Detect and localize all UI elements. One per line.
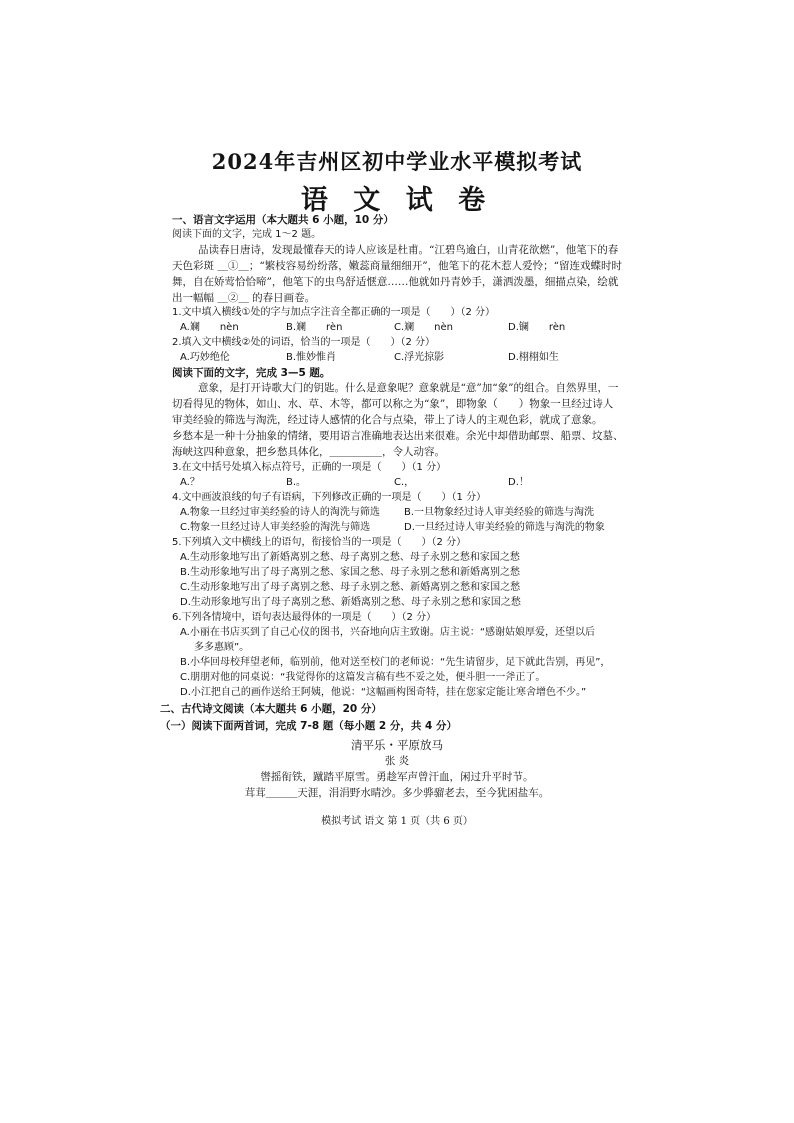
exam-title: 2024年吉州区初中学业水平模拟考试 (211, 149, 583, 174)
text-line: A.？ (180, 477, 200, 488)
exam-subtitle: 语 文 试 卷 (300, 185, 494, 216)
text-line: D.！ (508, 477, 529, 488)
text-line: 切看得见的物体，如山、水、草、木等，都可以称之为“象”，即物象（ ）物象一旦经过诗人 (172, 398, 614, 410)
text-line: C.斓 nèn (394, 322, 453, 333)
poem-line: 辔摇衔铁，蹴踏平原雪。勇趁军声曾汗血，闲过升平时节。 (260, 771, 534, 783)
text-line: B.一旦物象经过诗人审美经验的筛选与淘洗 (404, 507, 595, 518)
poem-title: 清平乐・平原放马 (351, 738, 443, 752)
text-line: 舞，自在娇莺恰恰啼”，他笔下的虫鸟舒适惬意……他就如丹青妙手，潇洒泼墨，细描点染，绘就 (172, 276, 619, 288)
text-line: A.物象一旦经过审美经验的诗人的淘洗与筛选 (180, 507, 380, 518)
text-line: A.斓 nèn (180, 322, 239, 333)
text-line: C.生动形象地写出了母子离别之愁、母子永别之愁、新婚离别之愁和家国之愁 (180, 582, 521, 593)
text-line: 出一幅幅 ＿②＿ 的春日画卷。 (172, 292, 316, 304)
text-line: 阅读下面的文字，完成 1～2 题。 (172, 229, 322, 240)
text-line: C.朋朋对他的同桌说：“我觉得你的这篇发言稿有些不妥之处，便斗胆一一斧正了。 (180, 672, 546, 683)
text-line: 一、语言文字运用（本大题共 6 小题，10 分） (172, 214, 394, 226)
text-line: 3.在文中括号处填入标点符号，正确的一项是（ ）（1 分） (172, 462, 447, 473)
text-line: 6.下列各情境中，语句表达最得体的一项是（ ）（2 分） (172, 612, 437, 623)
text-line: B.斓 rèn (286, 322, 343, 333)
text-line: 4.文中画波浪线的句子有语病，下列修改正确的一项是（ ）（1 分） (172, 492, 487, 503)
text-line: 2.填入文中横线②处的词语，恰当的一项是（ ）（2 分） (172, 337, 436, 348)
text-line: 乡愁本是一种十分抽象的情绪，要用语言准确地表达出来很难。余光中却借助邮票、船票、坟墓、 (172, 430, 624, 442)
text-line: D.一旦经过诗人审美经验的筛选与淘洗的物象 (404, 522, 605, 533)
text-line: 海峡这四种意象，把乡愁具体化，＿＿＿＿＿，令人动容。 (172, 446, 445, 458)
poem-line: 茸茸＿＿＿天涯，涓涓野水晴沙。多少骅骝老去，至今犹困盐车。 (244, 787, 550, 799)
text-line: 二、古代诗文阅读（本大题共 6 小题，20 分） (160, 703, 382, 715)
text-line: A.小丽在书店买到了自己心仪的图书，兴奋地向店主致谢。店主说：“感谢姑娘厚爱，还望以后 (180, 627, 596, 638)
text-line: 多多惠顾”。 (194, 642, 250, 653)
text-line: 1.文中填入横线①处的字与加点字注音全都正确的一项是（ ）（2 分） (172, 307, 496, 318)
text-line: （一）阅读下面两首词，完成 7-8 题（每小题 2 分，共 4 分） (160, 720, 458, 732)
text-line: B.小华回母校拜望老师，临别前，他对送至校门的老师说：“先生请留步，足下就此告别，再见”， (180, 657, 611, 668)
text-line: D.生动形象地写出了母子离别之愁、新婚离别之愁、母子永别之愁和家国之愁 (180, 597, 521, 608)
text-line: 5.下列填入文中横线上的语句，衔接恰当的一项是（ ）（2 分） (172, 537, 467, 548)
text-line: C.， (394, 477, 415, 488)
text-line: A.生动形象地写出了新婚离别之愁、母子离别之愁、母子永别之愁和家国之愁 (180, 552, 520, 563)
text-line: C.浮光掠影 (394, 352, 445, 363)
text-line: B.惟妙惟肖 (286, 352, 337, 363)
text-line: C.物象一旦经过诗人审美经验的淘洗与筛选 (180, 522, 371, 533)
text-line: 阅读下面的文字，完成 3—5 题。 (172, 367, 331, 379)
text-line: 意象，是打开诗歌大门的钥匙。什么是意象呢？意象就是“意”加“象”的组合。自然界里，一 (198, 382, 619, 394)
poem-author: 张 炎 (384, 755, 410, 767)
text-line: D.镧 rèn (508, 322, 566, 333)
text-line: B.。 (286, 477, 307, 488)
text-line: 审美经验的筛选与淘洗，经过诗人感情的化合与点染，带上了诗人的主观色彩，就成了意象。 (172, 414, 603, 426)
text-line: B.生动形象地写出了母子离别之愁、家国之愁、母子永别之愁和新婚离别之愁 (180, 567, 521, 578)
text-line: 天色彩斑 ＿①＿；“繁枝容易纷纷落，嫩蕊商量细细开”，他笔下的花木惹人爱怜；“留连戏蝶时时 (172, 260, 622, 272)
text-line: 品读春日唐诗，发现最懂春天的诗人应该是杜甫。“江碧鸟逾白，山青花欲燃”，他笔下的春 (198, 244, 619, 256)
page-footer: 模拟考试 语文 第 1 页（共 6 页） (321, 816, 473, 827)
text-line: D.小江把自己的画作送给王阿姨，他说：“这幅画构图奇特，挂在您家定能让寒舍增色不少。” (180, 687, 587, 698)
text-line: D.栩栩如生 (508, 352, 559, 363)
text-line: A.巧妙绝伦 (180, 352, 230, 363)
